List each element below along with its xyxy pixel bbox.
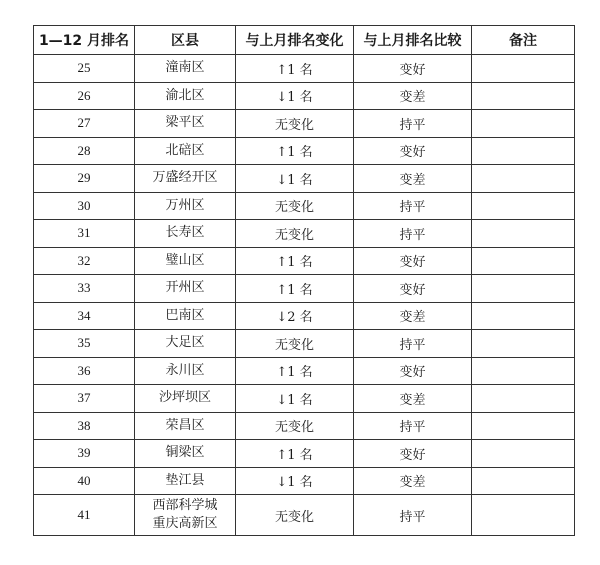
rank-cell: 33: [34, 275, 135, 303]
comparison-cell: 变差: [354, 385, 472, 413]
rank-cell: 36: [34, 357, 135, 385]
rank-change-cell: ↑1 名: [236, 440, 354, 468]
district-cell: 璧山区: [135, 247, 236, 275]
note-cell: [472, 165, 575, 193]
rank-cell: 26: [34, 82, 135, 110]
table-row: [34, 302, 575, 330]
rank-cell: 37: [34, 385, 135, 413]
comparison-cell: 持平: [354, 110, 472, 138]
district-cell: 沙坪坝区: [135, 385, 236, 413]
table-row: [34, 220, 575, 248]
comparison-cell: 变好: [354, 440, 472, 468]
rank-change-cell: ↑1 名: [236, 247, 354, 275]
rank-change-cell: 无变化: [236, 495, 354, 536]
header-row: [34, 26, 575, 55]
rank-cell: 28: [34, 137, 135, 165]
rank-change-cell: ↑1 名: [236, 275, 354, 303]
note-cell: [472, 220, 575, 248]
rank-cell: 38: [34, 412, 135, 440]
district-cell: 北碚区: [135, 137, 236, 165]
note-cell: [472, 385, 575, 413]
table-row: [34, 82, 575, 110]
district-cell: 开州区: [135, 275, 236, 303]
rank-change-cell: ↓1 名: [236, 82, 354, 110]
rank-cell: 25: [34, 55, 135, 83]
header-change: 与上月排名变化: [236, 26, 354, 55]
rank-change-cell: 无变化: [236, 330, 354, 358]
comparison-cell: 变好: [354, 247, 472, 275]
table-row: [34, 55, 575, 83]
table-row: [34, 467, 575, 495]
district-cell: 大足区: [135, 330, 236, 358]
rank-change-cell: 无变化: [236, 192, 354, 220]
note-cell: [472, 137, 575, 165]
rank-cell: 30: [34, 192, 135, 220]
table-row: [34, 412, 575, 440]
rank-change-cell: ↓1 名: [236, 165, 354, 193]
district-name-line: 西部科学城: [152, 498, 218, 513]
comparison-cell: 变好: [354, 275, 472, 303]
district-cell: 梁平区: [135, 110, 236, 138]
rank-cell: 41: [34, 495, 135, 536]
table-row: [34, 192, 575, 220]
rank-cell: 32: [34, 247, 135, 275]
district-cell: 渝北区: [135, 82, 236, 110]
note-cell: [472, 357, 575, 385]
comparison-cell: 持平: [354, 412, 472, 440]
district-name-line: 重庆高新区: [152, 516, 218, 531]
comparison-cell: 持平: [354, 495, 472, 536]
table-row: [34, 495, 575, 536]
district-cell: 万州区: [135, 192, 236, 220]
rank-cell: 35: [34, 330, 135, 358]
note-cell: [472, 302, 575, 330]
table-row: [34, 165, 575, 193]
note-cell: [472, 440, 575, 468]
table-row: [34, 247, 575, 275]
rank-cell: 34: [34, 302, 135, 330]
note-cell: [472, 412, 575, 440]
header-comparison: 与上月排名比较: [354, 26, 472, 55]
rank-change-cell: ↓2 名: [236, 302, 354, 330]
note-cell: [472, 467, 575, 495]
note-cell: [472, 55, 575, 83]
table-body: [34, 55, 575, 536]
note-cell: [472, 247, 575, 275]
table-row: [34, 110, 575, 138]
comparison-cell: 持平: [354, 192, 472, 220]
note-cell: [472, 330, 575, 358]
rank-change-cell: 无变化: [236, 412, 354, 440]
comparison-cell: 变差: [354, 467, 472, 495]
table-row: [34, 357, 575, 385]
rank-change-cell: 无变化: [236, 110, 354, 138]
district-cell: 荣昌区: [135, 412, 236, 440]
district-cell: 万盛经开区: [135, 165, 236, 193]
table-row: [34, 385, 575, 413]
rank-change-cell: ↑1 名: [236, 137, 354, 165]
district-cell: 长寿区: [135, 220, 236, 248]
rank-change-cell: 无变化: [236, 220, 354, 248]
district-cell: 永川区: [135, 357, 236, 385]
comparison-cell: 持平: [354, 330, 472, 358]
comparison-cell: 变好: [354, 137, 472, 165]
district-cell: [135, 495, 236, 536]
rank-change-cell: ↓1 名: [236, 467, 354, 495]
rank-change-cell: ↑1 名: [236, 55, 354, 83]
rank-cell: 29: [34, 165, 135, 193]
table-row: [34, 275, 575, 303]
comparison-cell: 持平: [354, 220, 472, 248]
note-cell: [472, 110, 575, 138]
rank-cell: 40: [34, 467, 135, 495]
comparison-cell: 变差: [354, 82, 472, 110]
comparison-cell: 变好: [354, 55, 472, 83]
header-rank: 1—12 月排名: [34, 26, 135, 55]
rank-cell: 27: [34, 110, 135, 138]
note-cell: [472, 192, 575, 220]
table-row: [34, 330, 575, 358]
district-cell: 垫江县: [135, 467, 236, 495]
note-cell: [472, 82, 575, 110]
district-cell: 巴南区: [135, 302, 236, 330]
district-cell: 铜梁区: [135, 440, 236, 468]
table-row: [34, 440, 575, 468]
rank-change-cell: ↓1 名: [236, 385, 354, 413]
note-cell: [472, 275, 575, 303]
header-note: 备注: [472, 26, 575, 55]
header-district: 区县: [135, 26, 236, 55]
comparison-cell: 变好: [354, 357, 472, 385]
district-cell: 潼南区: [135, 55, 236, 83]
rank-cell: 31: [34, 220, 135, 248]
rank-cell: 39: [34, 440, 135, 468]
note-cell: [472, 495, 575, 536]
ranking-table: [33, 25, 575, 536]
table-row: [34, 137, 575, 165]
rank-change-cell: ↑1 名: [236, 357, 354, 385]
comparison-cell: 变差: [354, 165, 472, 193]
comparison-cell: 变差: [354, 302, 472, 330]
